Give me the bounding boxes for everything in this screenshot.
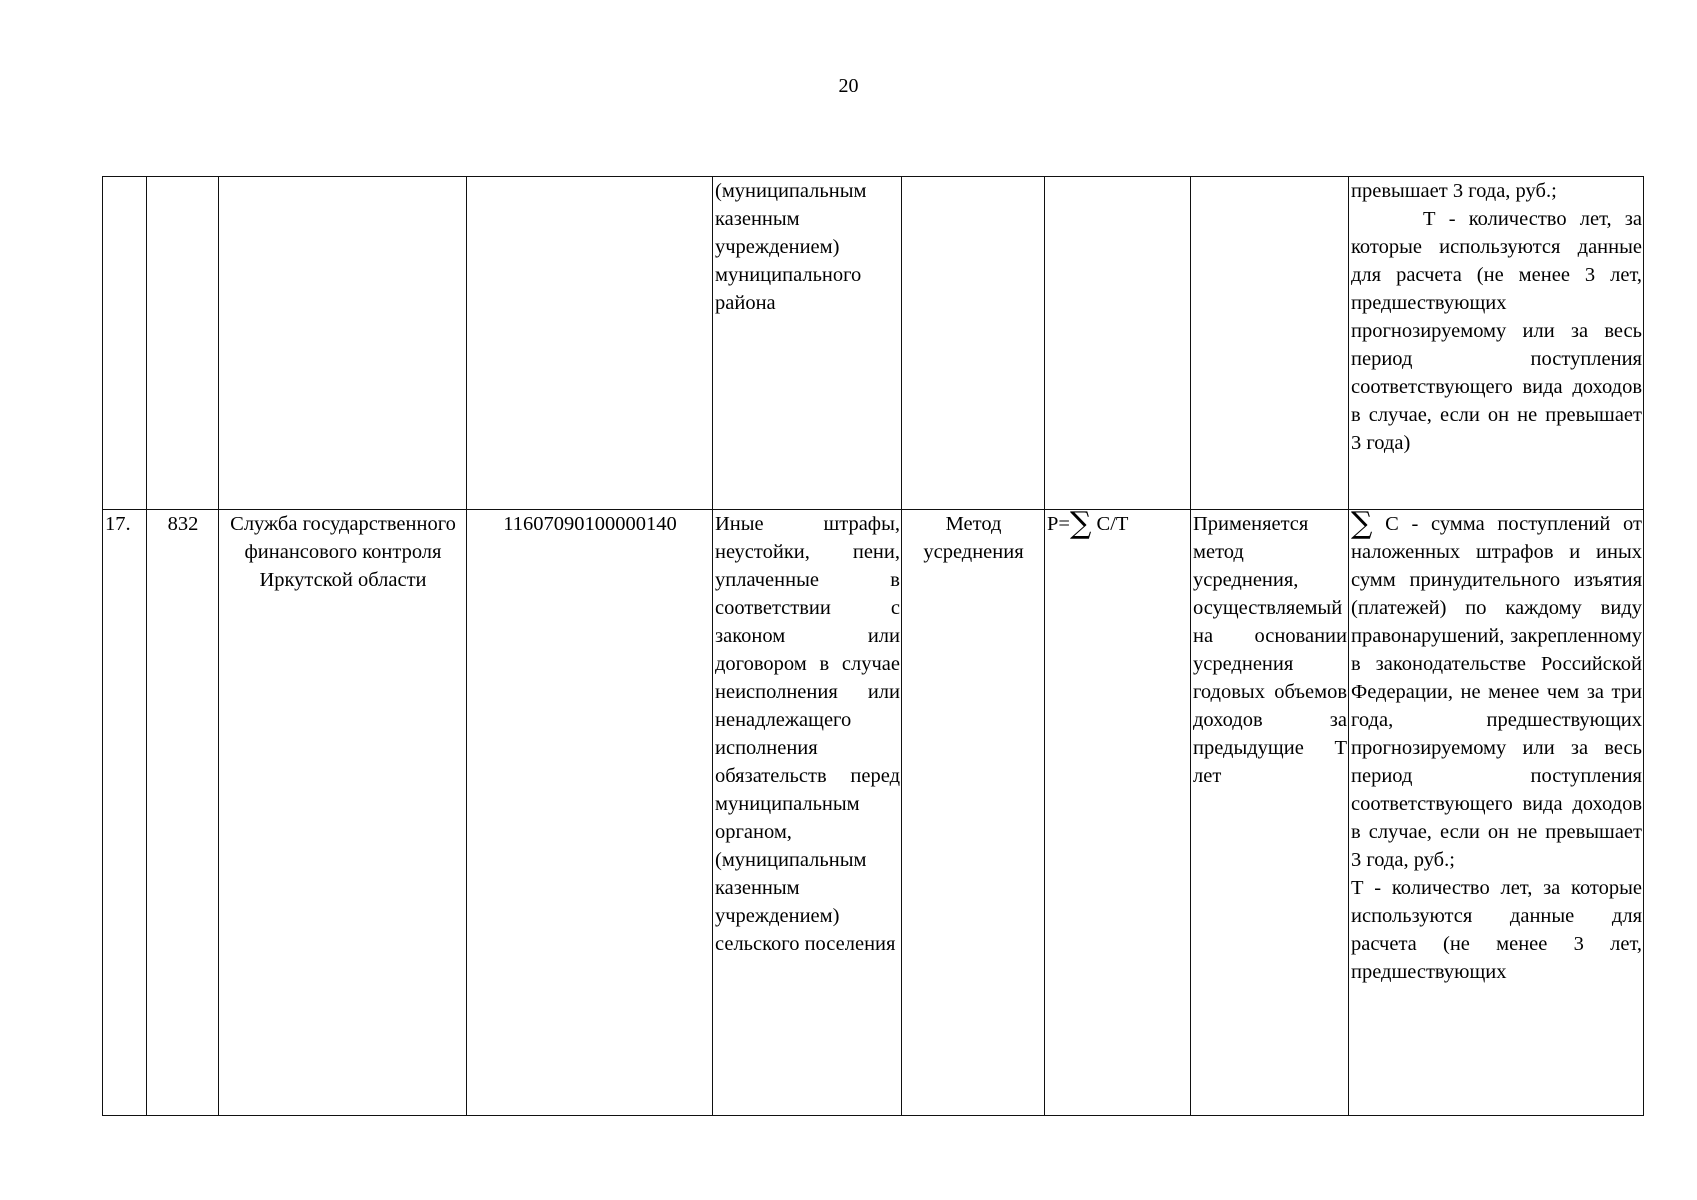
description-text: Иные штрафы, неустойки, пени, уплаченные в соответствии с законом или договором в случае неисполнения или ненадлежащего исполнения обязательств перед муниципальным органом, (муниципальным казенным учреждением) сельского поселения (715, 513, 900, 955)
sigma-icon: ∑ (1351, 509, 1373, 541)
explanation-second: Т - количество лет, за которые используются данные для расчета (не менее 3 лет, предшествующих прогнозируемому или за весь период поступления соответствующего вида доходов в случае, если он не превышает 3 года) (1351, 208, 1642, 454)
page-number: 20 (838, 75, 859, 97)
formula (1047, 509, 1129, 541)
cell-formula (1045, 510, 1191, 1116)
cell-explanation (1349, 177, 1644, 510)
explanation-first (1351, 510, 1642, 874)
cell-explanation (1349, 510, 1644, 1116)
cell-admin-code: 832 (147, 510, 219, 1116)
table-row-continuation (103, 177, 1644, 510)
cell-description (713, 510, 902, 1116)
explanation-first: превышает 3 года, руб.; (1351, 180, 1557, 202)
sigma-icon: ∑ (1069, 509, 1092, 541)
cell-administrator (219, 177, 467, 510)
table-row-17 (103, 510, 1644, 1116)
explanation-first-text: С - сумма поступлений от наложенных штрафов и иных сумм принудительного изъятия (платежей) по каждому виду правонарушений, закрепленному в законодательстве Российской Федерации, не менее чем за три года, предшествующих прогнозируемому или за весь период поступления соответствующего вида доходов в случае, если он не превышает 3 года, руб.; (1351, 513, 1642, 871)
explanation-second: Т - количество лет, за которые используются данные для расчета (не менее 3 лет, предшествующих (1351, 877, 1642, 983)
revenue-method-table (102, 176, 1644, 1116)
cell-formula (1045, 177, 1191, 510)
cell-method (902, 177, 1045, 510)
formula-suffix: С/Т (1091, 513, 1129, 535)
cell-kbk: 11607090100000140 (467, 510, 713, 1116)
cell-number: 17. (103, 510, 147, 1116)
cell-method: Метод усреднения (902, 510, 1045, 1116)
cell-description (713, 177, 902, 510)
cell-algorithm (1191, 177, 1349, 510)
description-text: (муниципальным казенным учреждением) муниципального района (715, 180, 867, 314)
cell-admin-code (147, 177, 219, 510)
cell-algorithm (1191, 510, 1349, 1116)
cell-kbk (467, 177, 713, 510)
cell-administrator: Служба государственного финансового контроля Иркутской области (219, 510, 467, 1116)
cell-number (103, 177, 147, 510)
formula-prefix: Р= (1047, 513, 1070, 535)
algorithm-text: Применяется метод усреднения, осуществляемый на основании усреднения годовых объемов доходов за предыдущие Т лет (1193, 513, 1347, 787)
